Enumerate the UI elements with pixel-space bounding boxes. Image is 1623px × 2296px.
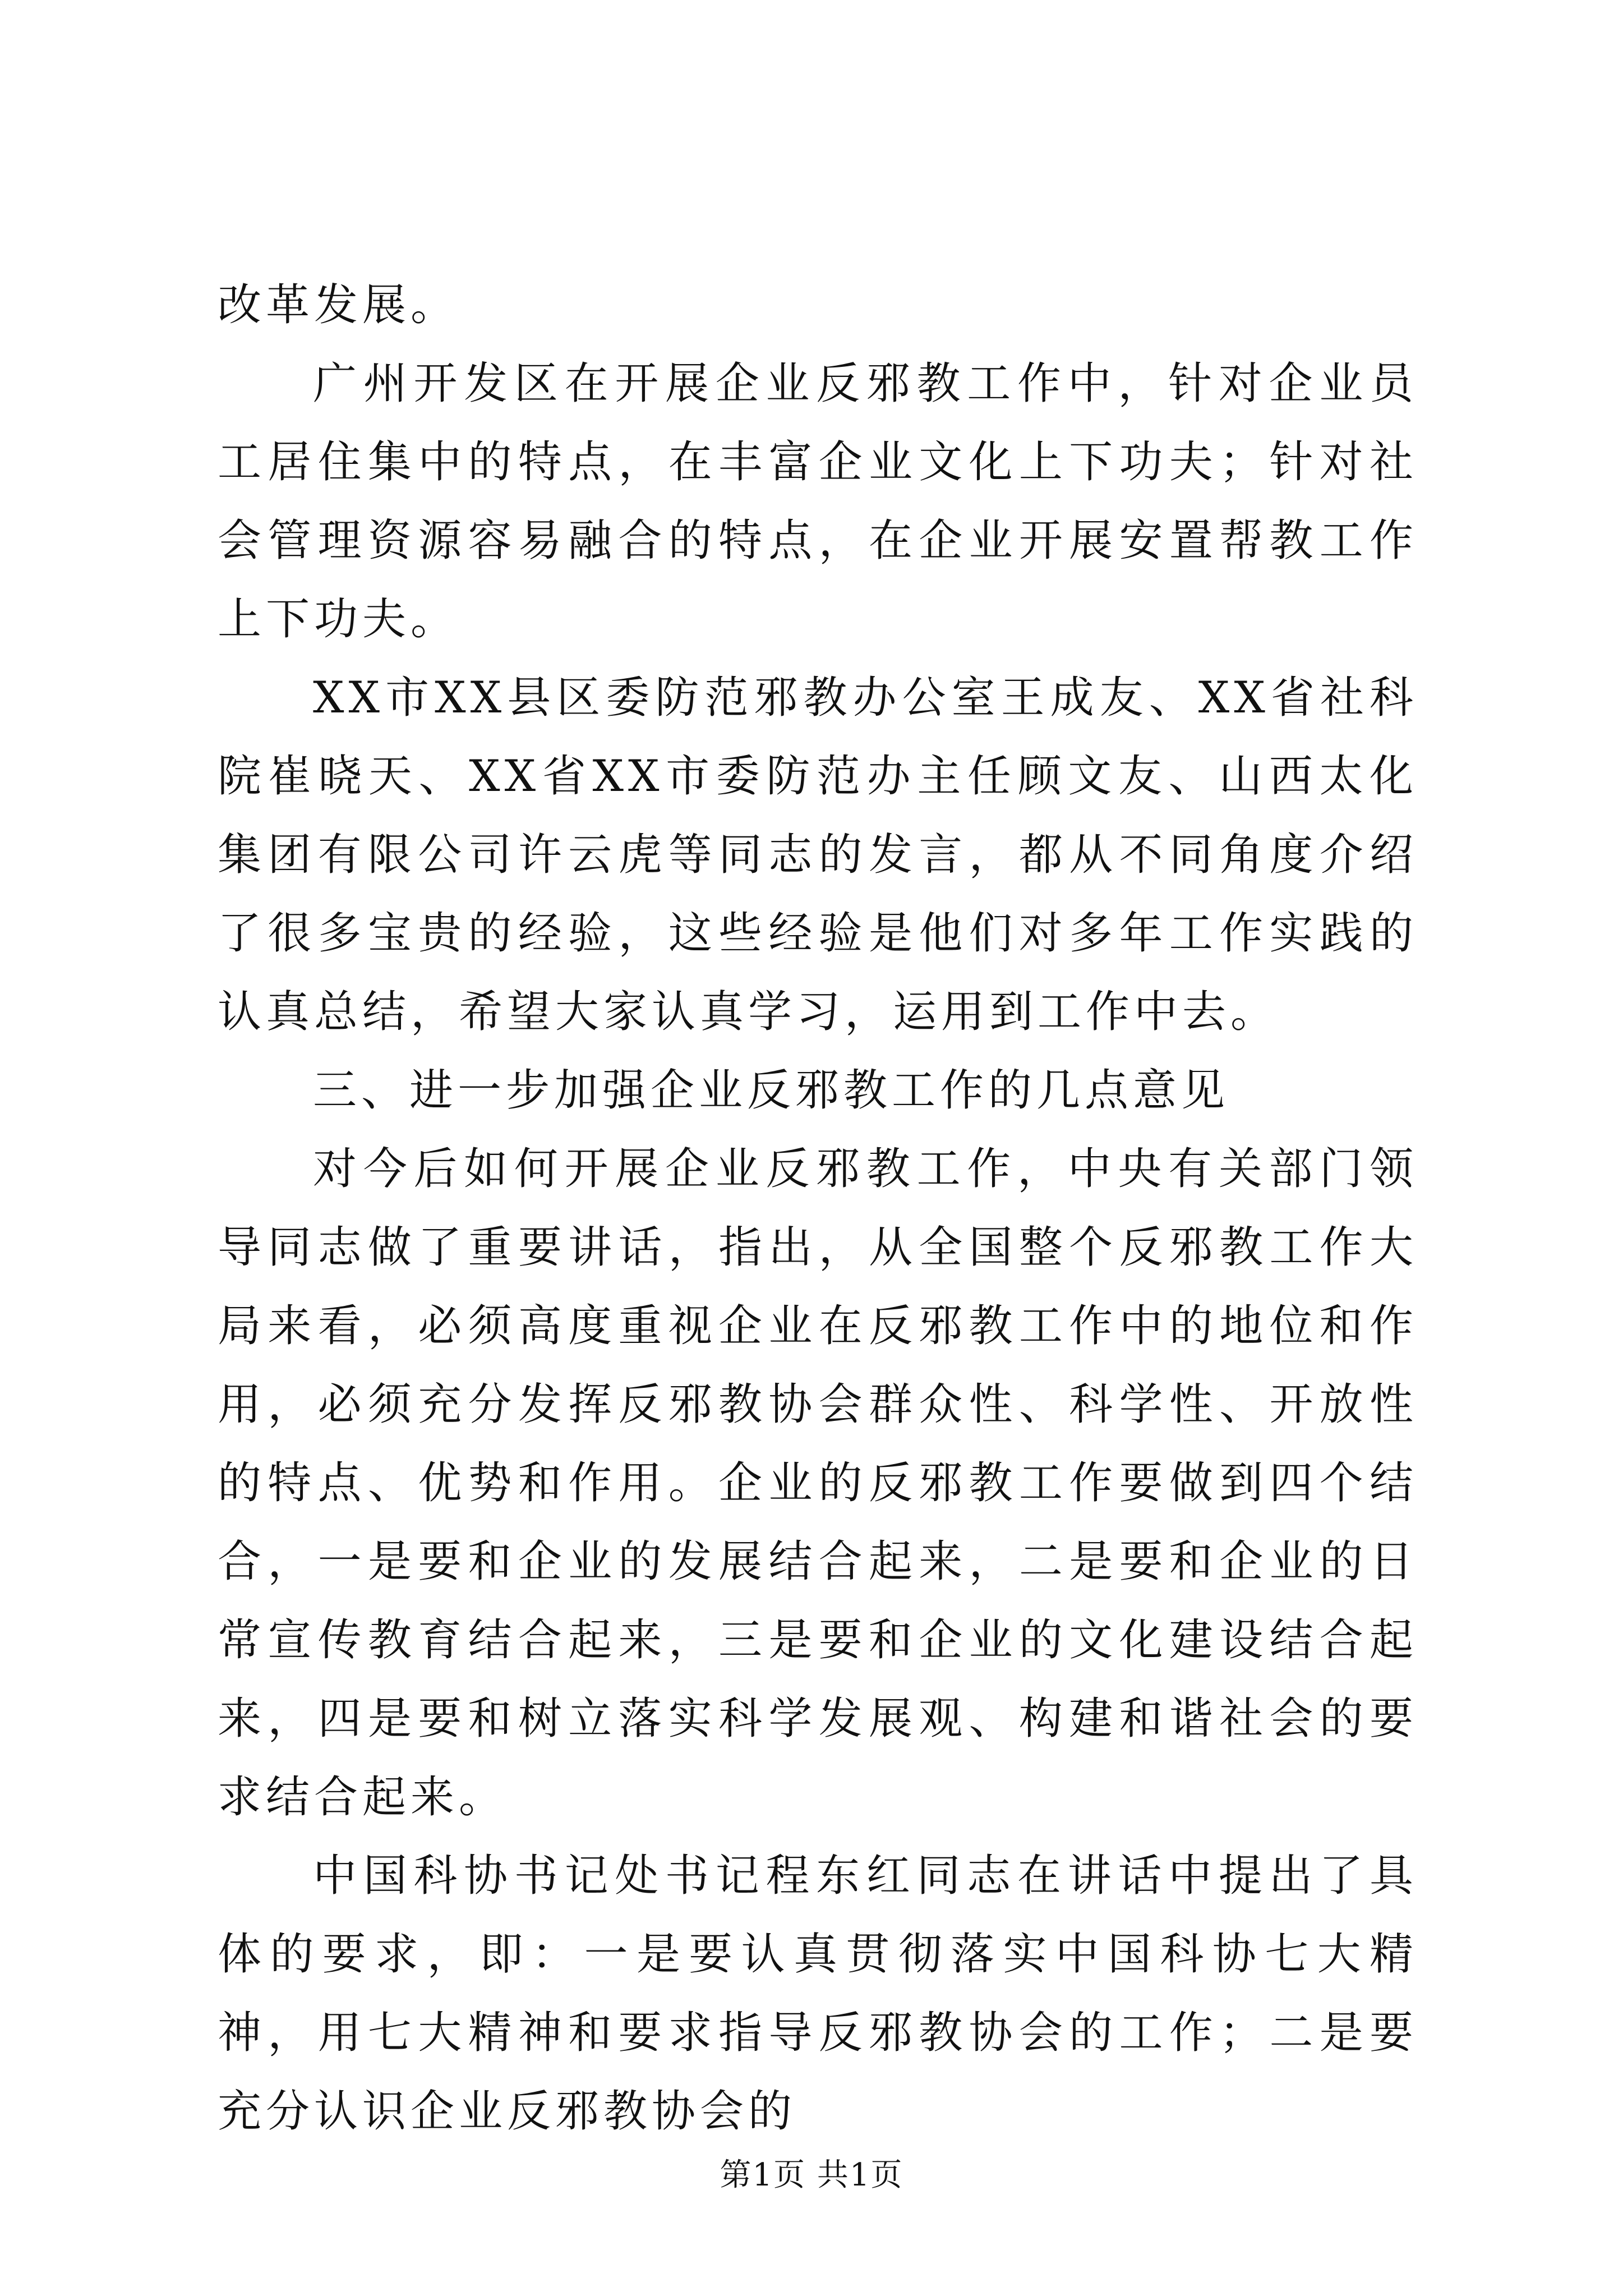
paragraph-4: 对今后如何开展企业反邪教工作，中央有关部门领导同志做了重要讲话，指出，从全国整个反邪教工作大局来看，必须高度重视企业在反邪教工作中的地位和作用，必须充分发挥反邪教协会群众性、科学性、开放性的特点、优势和作用。企业的反邪教工作要做到四个结合，一是要和企业的发展结合起来，二是要和企业的日常宣传教育结合起来，三是要和企业的文化建设结合起来，四是要和树立落实科学发展观、构建和谐社会的要求结合起来。 xyxy=(218,1144,1418,1823)
paragraph-1: 改革发展。 xyxy=(218,280,459,330)
paragraph-3: XX市XX县区委防范邪教办公室王成友、XX省社科院崔晓天、XX省XX市委防范办主任顾文友、山西太化集团有限公司许云虎等同志的发言，都从不同角度介绍了很多宝贵的经验，这些经验是他们对多年工作实践的认真总结，希望大家认真学习，运用到工作中去。 xyxy=(218,673,1418,1037)
paragraph-5: 中国科协书记处书记程东红同志在讲话中提出了具体的要求，即：一是要认真贯彻落实中国科协七大精神，用七大精神和要求指导反邪教协会的工作；二是要充分认识企业反邪教协会的 xyxy=(218,1851,1418,2137)
document-body xyxy=(218,266,1418,2151)
page-footer: 第1页 共1页 xyxy=(720,2157,903,2193)
paragraph-2: 广州开发区在开展企业反邪教工作中，针对企业员工居住集中的特点，在丰富企业文化上下功夫；针对社会管理资源容易融合的特点，在企业开展安置帮教工作上下功夫。 xyxy=(218,358,1418,645)
section-heading: 三、进一步加强企业反邪教工作的几点意见 xyxy=(313,1065,1230,1116)
